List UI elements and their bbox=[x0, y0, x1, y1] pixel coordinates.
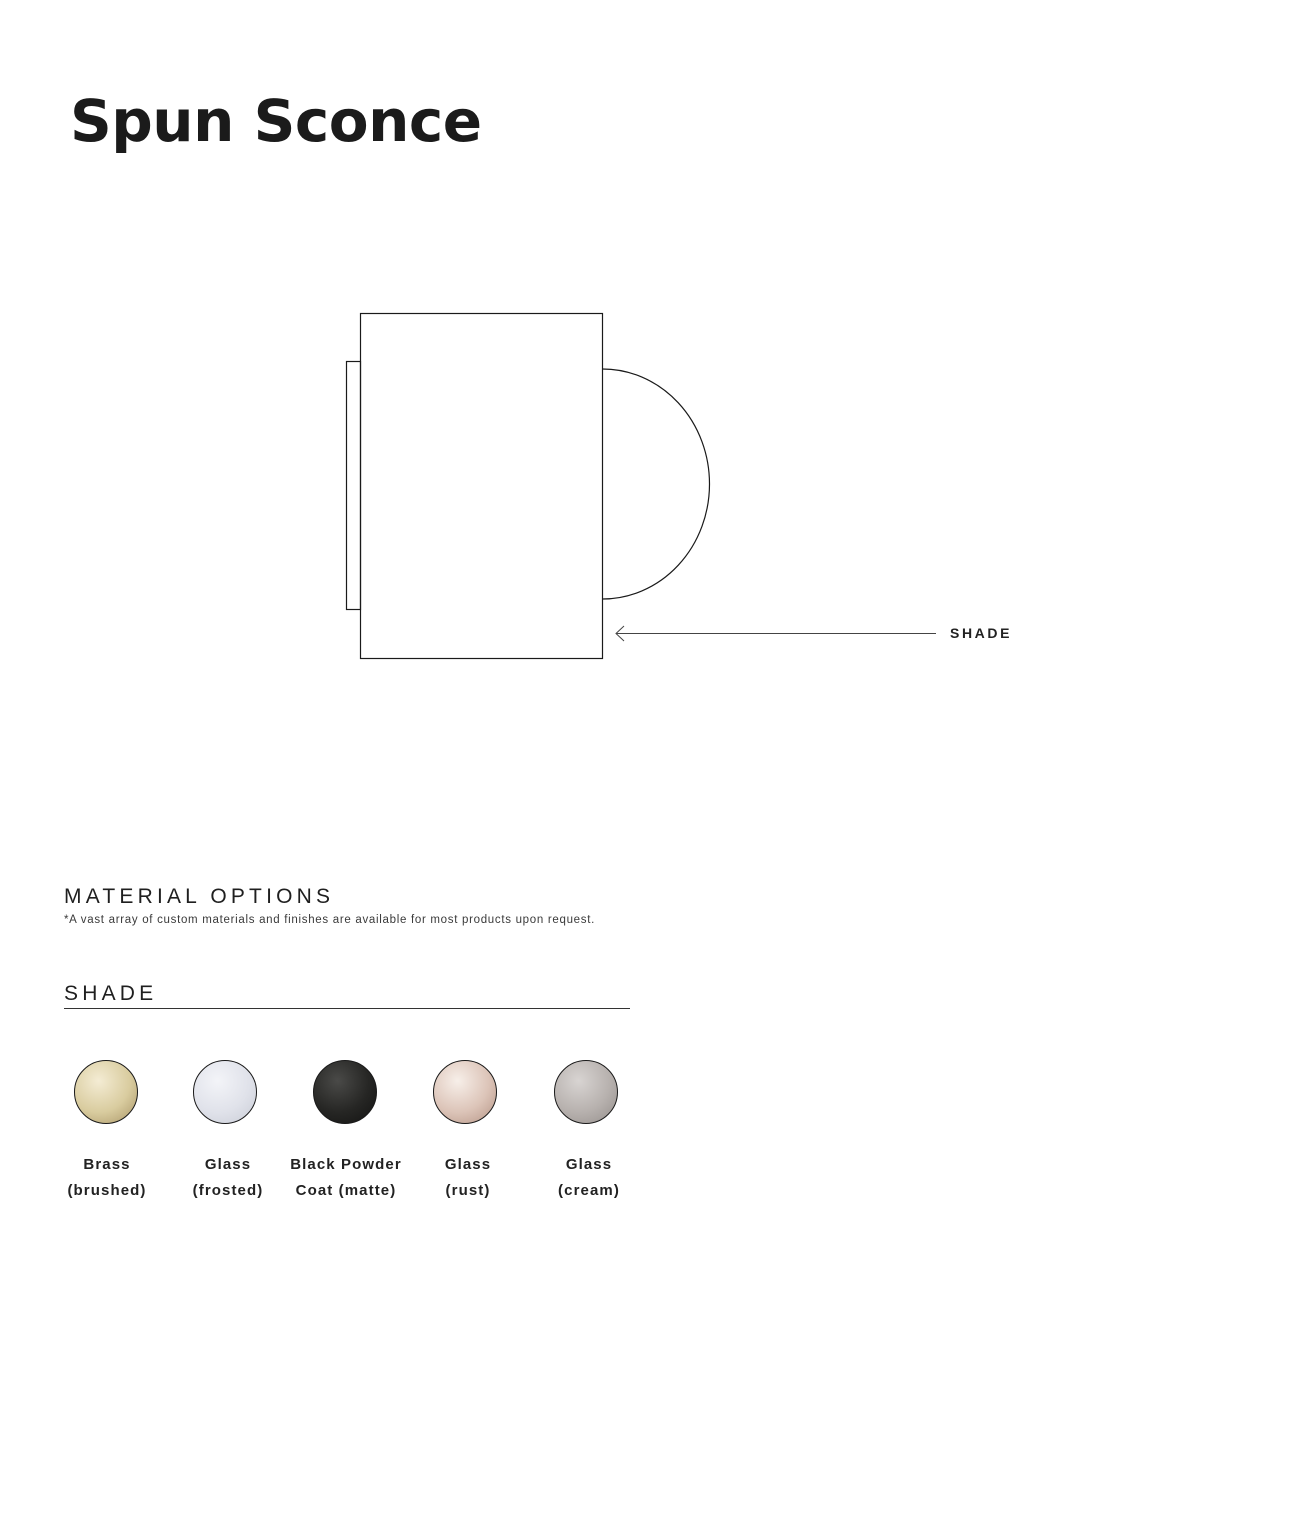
swatch-label-black-powder-coat bbox=[281, 1152, 411, 1204]
swatch-label-line1: Glass bbox=[565, 1156, 613, 1173]
swatch-label-brass-brushed bbox=[42, 1152, 172, 1204]
section-divider bbox=[64, 1008, 630, 1009]
swatch-brass-brushed bbox=[74, 1060, 138, 1124]
swatch-label-line2: (frosted) bbox=[192, 1182, 264, 1199]
swatch-label-line2: Coat (matte) bbox=[295, 1182, 397, 1199]
swatch-label-line2: (brushed) bbox=[67, 1182, 147, 1199]
shade-callout-label: SHADE bbox=[950, 625, 1013, 641]
swatch-black-powder-coat bbox=[313, 1060, 377, 1124]
swatch-label-glass-frosted bbox=[163, 1152, 293, 1204]
sconce-body-outline bbox=[361, 314, 603, 659]
swatch-label-line1: Glass bbox=[444, 1156, 492, 1173]
swatch-label-glass-cream bbox=[524, 1152, 654, 1204]
swatch-label-line2: (rust) bbox=[445, 1182, 491, 1199]
swatch-label-glass-rust bbox=[403, 1152, 533, 1204]
page-title: Spun Sconce bbox=[70, 87, 482, 155]
wall-plate-outline bbox=[347, 362, 361, 610]
swatch-label-line2: (cream) bbox=[558, 1182, 620, 1199]
swatch-label-line1: Black Powder bbox=[290, 1156, 402, 1173]
shade-outline bbox=[603, 369, 710, 599]
swatch-label-line1: Brass bbox=[83, 1156, 131, 1173]
swatch-label-line1: Glass bbox=[204, 1156, 252, 1173]
swatch-glass-rust bbox=[433, 1060, 497, 1124]
custom-materials-note: *A vast array of custom materials and finishes are available for most products upon request. bbox=[64, 914, 596, 926]
swatch-glass-frosted bbox=[193, 1060, 257, 1124]
material-options-heading: MATERIAL OPTIONS bbox=[64, 885, 335, 908]
shade-options-heading: SHADE bbox=[64, 982, 158, 1005]
swatch-glass-cream bbox=[554, 1060, 618, 1124]
